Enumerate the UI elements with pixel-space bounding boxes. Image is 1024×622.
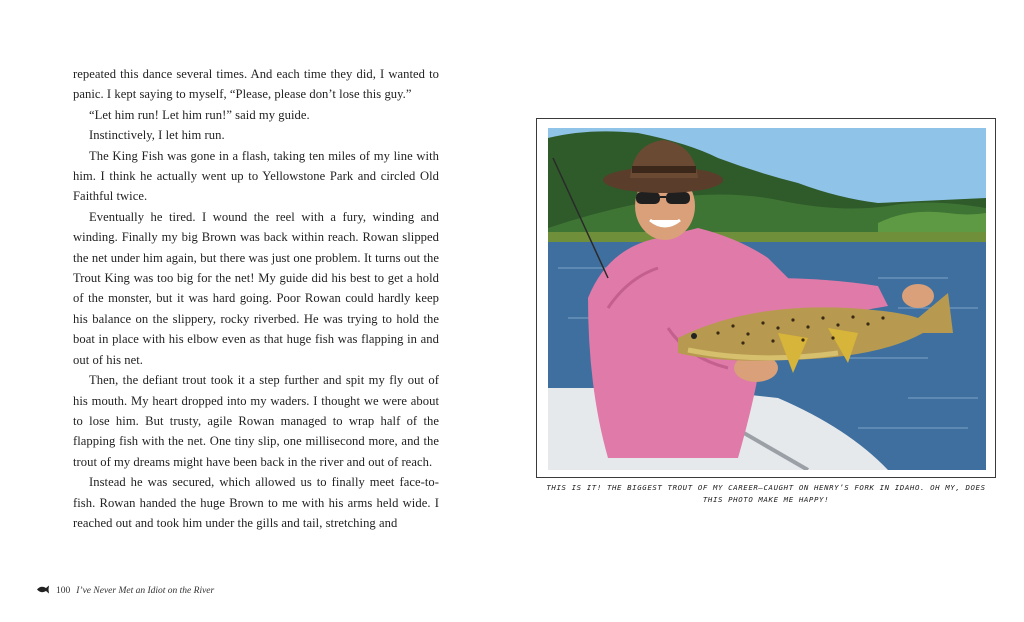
paragraph: Then, the defiant trout took it a step further and spit my fly out of his mouth. My heart dropped into my waders. I thought we were about to lose him. But trusty, agile Rowan managed to wrap half of the flapping fish with the net. One tiny slip, one millisecond more, and the trout of my dreams might have been back in the river and out of reach.: [73, 373, 439, 469]
paragraph: Instinctively, I let him run.: [89, 128, 225, 143]
fishing-photo: [548, 128, 986, 470]
paragraph: Eventually he tired. I wound the reel with a fury, winding and winding. Finally my big Brown was back within reach. Rowan slipped the net under him again, but there was just one problem. It turns out the Trout King was too big for the net! My guide did his best to get a hold of the monster, but it was hard going. Poor Rowan could hardly keep his balance on the slippery, rocky riverbed. He was trying to hold the boat in place with his elbow even as that huge fish was flapping in and out of his net.: [73, 209, 439, 367]
page-footer: [36, 585, 214, 597]
paragraph: repeated this dance several times. And each time they did, I wanted to panic. I kept saying to myself, “Please, please don’t lose this guy.”: [73, 67, 439, 102]
photo-frame: [536, 118, 996, 478]
fish-silhouette-icon: [36, 585, 50, 597]
paragraph: Instead he was secured, which allowed us to finally meet face-to-fish. Rowan handed the huge Brown to me with his arms held wide. I reached out and took him under the gills and tail, stretching and: [73, 475, 439, 530]
paragraph: The King Fish was gone in a flash, taking ten miles of my line with him. I think he actually went up to Yellowstone Park and circled Old Faithful twice.: [73, 148, 439, 204]
page-number: 100: [56, 586, 71, 596]
paragraph: “Let him run! Let him run!” said my guide.: [89, 107, 310, 122]
photo-caption: THIS IS IT! THE BIGGEST TROUT OF MY CAREER—CAUGHT ON HENRY’S FORK IN IDAHO. OH MY, DOES THIS PHOTO MAKE ME HAPPY!: [546, 483, 986, 504]
body-text: [73, 64, 439, 533]
book-title: I’ve Never Met an Idiot on the River: [76, 586, 215, 596]
